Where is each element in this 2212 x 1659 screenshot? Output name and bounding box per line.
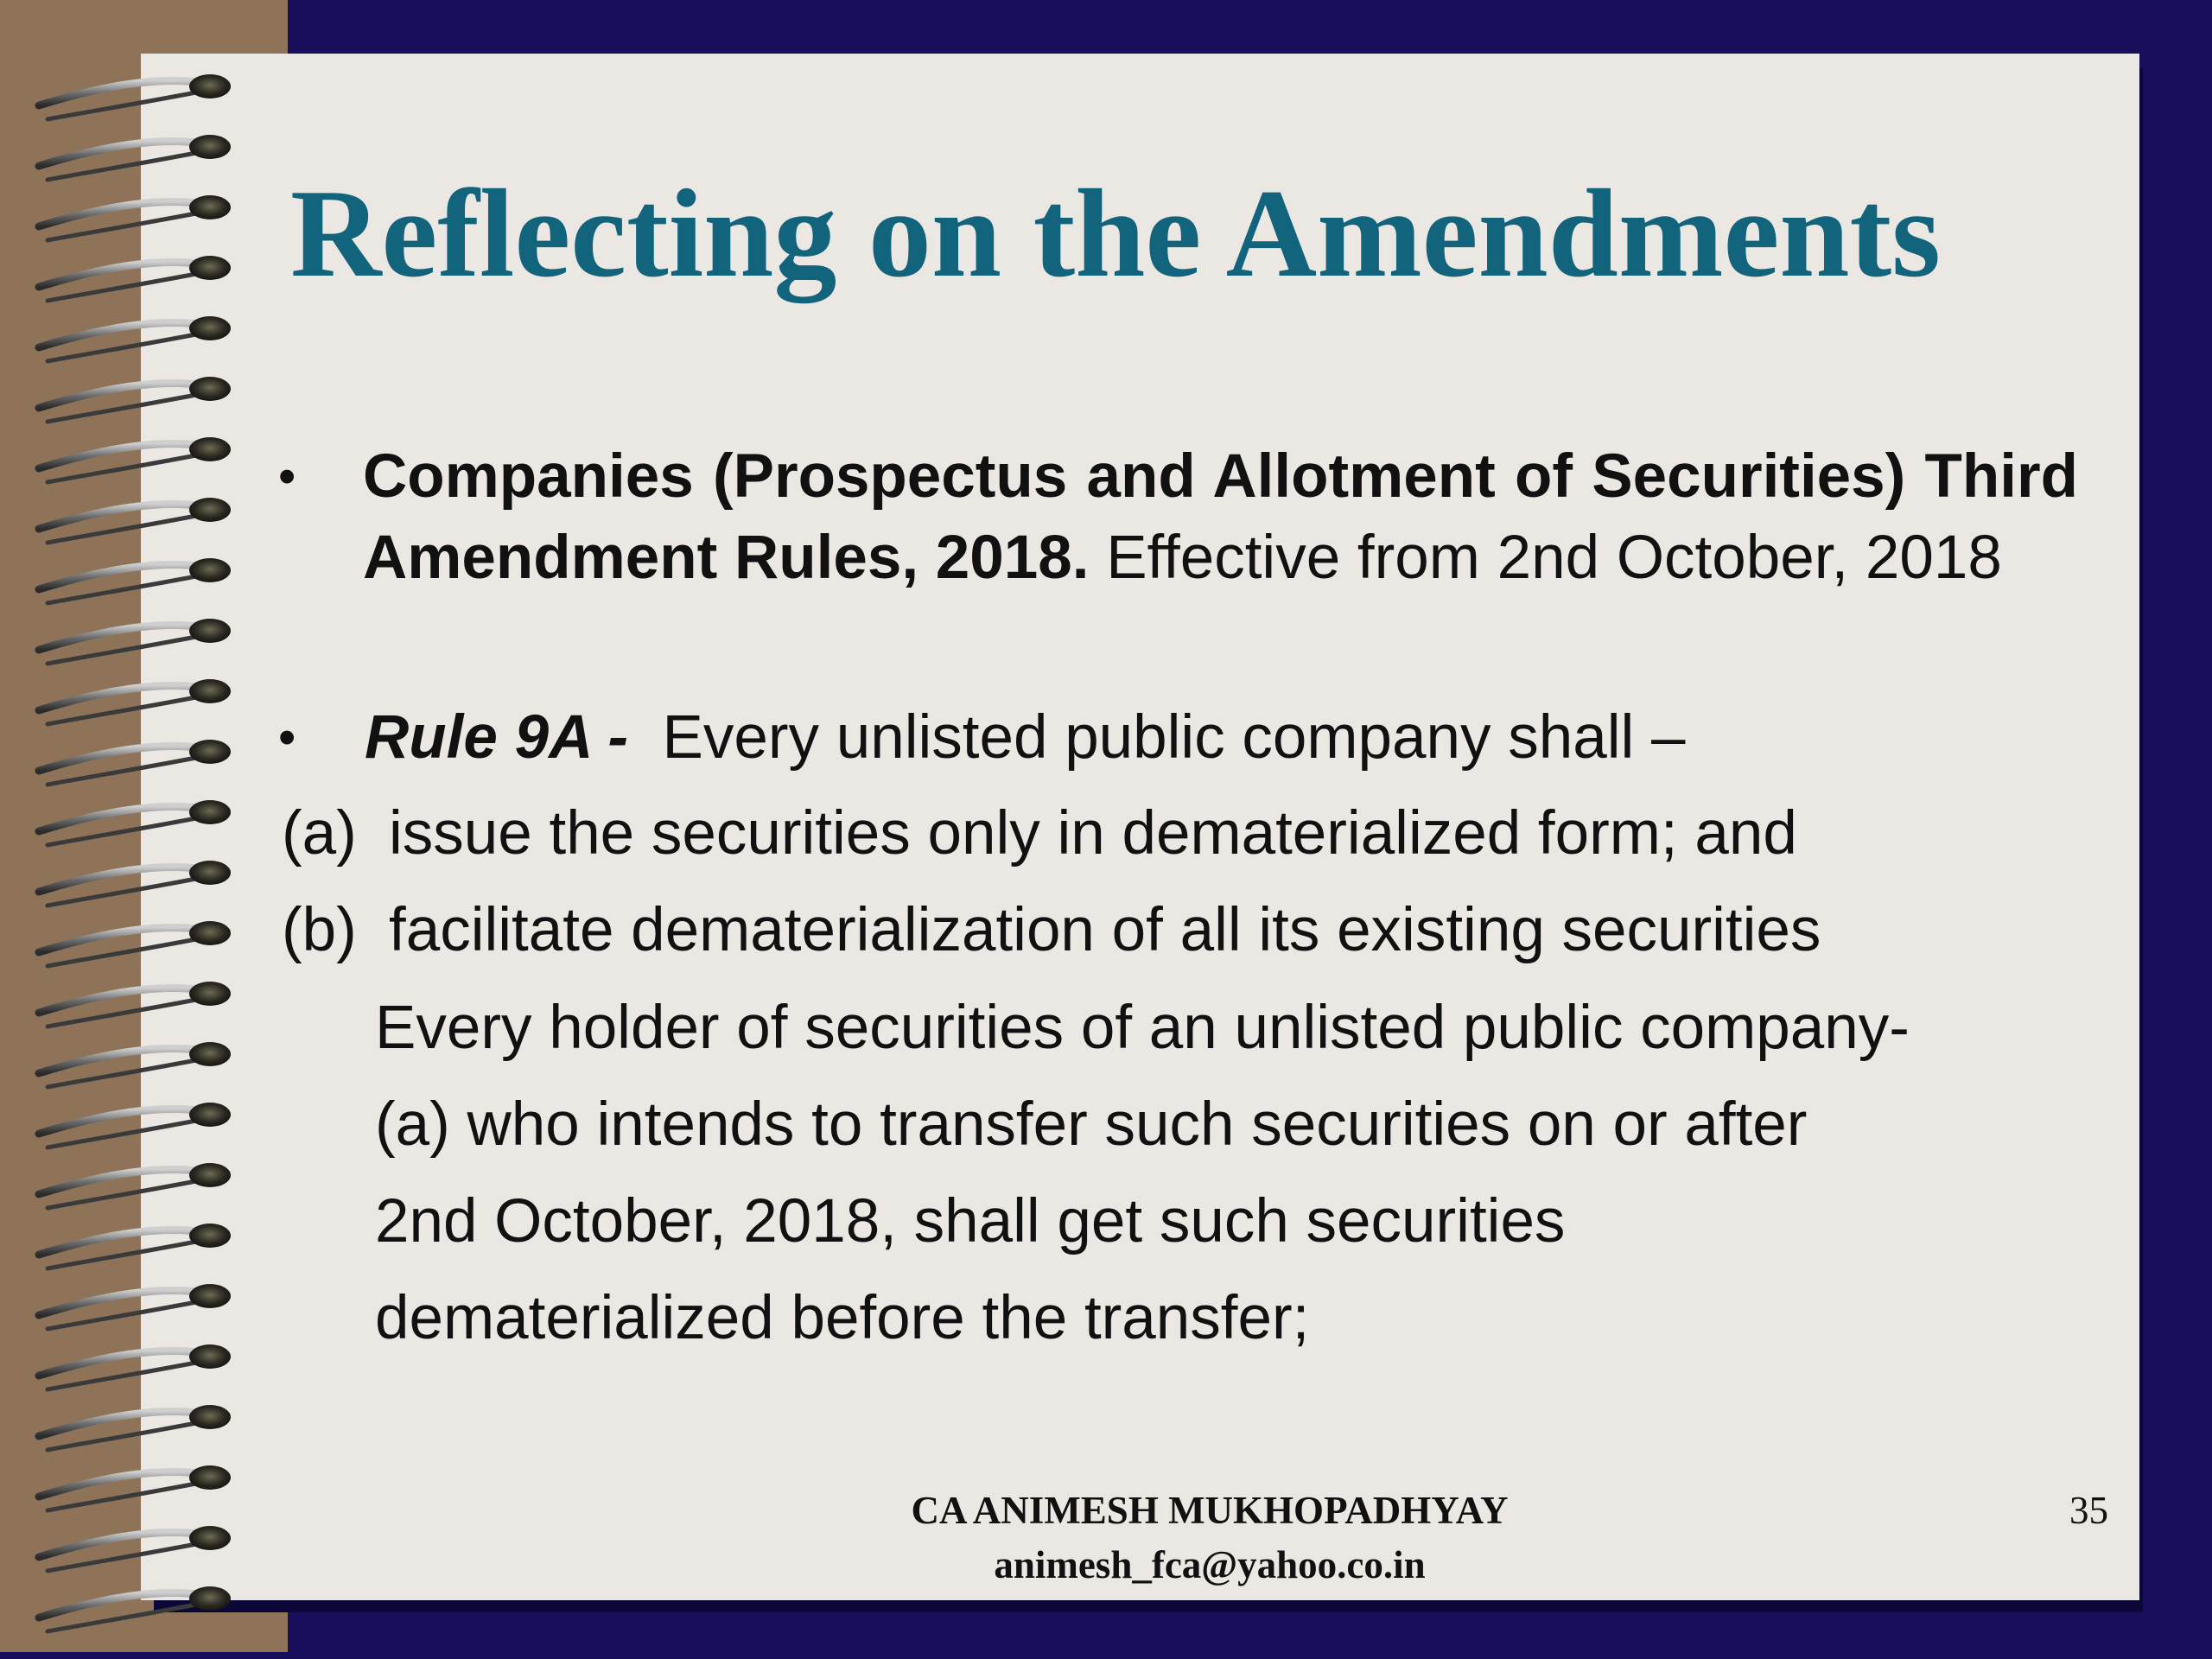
effective-date-text: Effective from 2nd October, 2018 <box>1089 524 2002 592</box>
spiral-wire <box>39 262 203 287</box>
binding-hole <box>189 861 231 885</box>
item-a-marker: (a) <box>282 799 357 868</box>
spiral-wire <box>39 564 203 589</box>
binding-hole <box>189 800 231 824</box>
binding-hole <box>189 1344 231 1369</box>
binding-hole <box>189 921 231 945</box>
bullet-companies-rules <box>363 436 2078 599</box>
footer-email: animesh_fca@yahoo.co.in <box>994 1543 1426 1586</box>
binding-hole <box>189 256 231 280</box>
binding-hole <box>189 135 231 159</box>
holder-line-2: (a) who intends to transfer such securities on or after <box>375 1090 1808 1159</box>
spiral-wire <box>39 504 203 529</box>
binding-hole <box>189 619 231 643</box>
slide-title: Reflecting on the Amendments <box>290 163 1941 303</box>
spiral-wire <box>39 867 203 892</box>
spiral-wire <box>39 1592 203 1618</box>
footer-author: CA ANIMESH MUKHOPADHYAY <box>911 1489 1509 1532</box>
bullet-marker: • <box>278 709 296 766</box>
spiral-wire <box>39 806 203 831</box>
binding-hole <box>189 316 231 340</box>
spiral-wire <box>39 1169 203 1194</box>
spiral-wire <box>39 1532 203 1557</box>
binding-hole <box>189 558 231 582</box>
item-b-text: facilitate dematerialization of all its existing securities <box>389 896 1821 964</box>
binding-hole <box>189 1526 231 1550</box>
holder-line-4: dematerialized before the transfer; <box>375 1284 1310 1352</box>
rules-name: Companies (Prospectus and Allotment of Securities) Third Amendment Rules, 2018. <box>363 442 2078 592</box>
item-b-marker: (b) <box>282 896 357 964</box>
rule-9a-text: Every unlisted public company shall – <box>662 703 1686 772</box>
spiral-wire <box>39 1109 203 1134</box>
binding-hole <box>189 498 231 522</box>
binding-hole <box>189 982 231 1006</box>
bullet-rule-9a <box>365 697 1685 779</box>
spiral-wire <box>39 141 203 166</box>
binding-hole <box>189 377 231 401</box>
binding-hole <box>189 740 231 764</box>
binding-hole <box>189 679 231 703</box>
binding-hole <box>189 1042 231 1066</box>
binding-hole <box>189 1465 231 1490</box>
item-a-text: issue the securities only in dematerialized form; and <box>389 799 1797 868</box>
spiral-wire <box>39 322 203 347</box>
spiral-wire <box>39 1290 203 1315</box>
bullet-marker: • <box>278 448 296 505</box>
spiral-wire <box>39 1351 203 1376</box>
spiral-wire <box>39 988 203 1013</box>
spiral-wire <box>39 927 203 952</box>
spiral-wire <box>39 80 203 105</box>
binding-hole <box>189 74 231 99</box>
holder-line-3: 2nd October, 2018, shall get such securities <box>375 1187 1566 1255</box>
spiral-wire <box>39 1411 203 1436</box>
page-number: 35 <box>2069 1489 2108 1532</box>
spiral-wire <box>39 1048 203 1073</box>
binding-hole <box>189 1163 231 1187</box>
binding-hole <box>189 195 231 219</box>
spiral-wire <box>39 383 203 408</box>
holder-line-1: Every holder of securities of an unlisted public company- <box>375 994 1910 1062</box>
spiral-wire <box>39 443 203 468</box>
spiral-wire <box>39 201 203 226</box>
binding-hole <box>189 1284 231 1308</box>
spiral-wire <box>39 1471 203 1497</box>
spiral-wire <box>39 1230 203 1255</box>
spiral-wire <box>39 746 203 771</box>
notebook-spiral-binding-icon <box>0 0 259 1659</box>
binding-hole <box>189 1405 231 1429</box>
binding-hole <box>189 1224 231 1248</box>
spiral-wire <box>39 685 203 710</box>
binding-hole <box>189 1586 231 1611</box>
binding-hole <box>189 437 231 461</box>
spiral-wire <box>39 625 203 650</box>
binding-hole <box>189 1103 231 1127</box>
rule-9a-label: Rule 9A - <box>365 703 629 772</box>
